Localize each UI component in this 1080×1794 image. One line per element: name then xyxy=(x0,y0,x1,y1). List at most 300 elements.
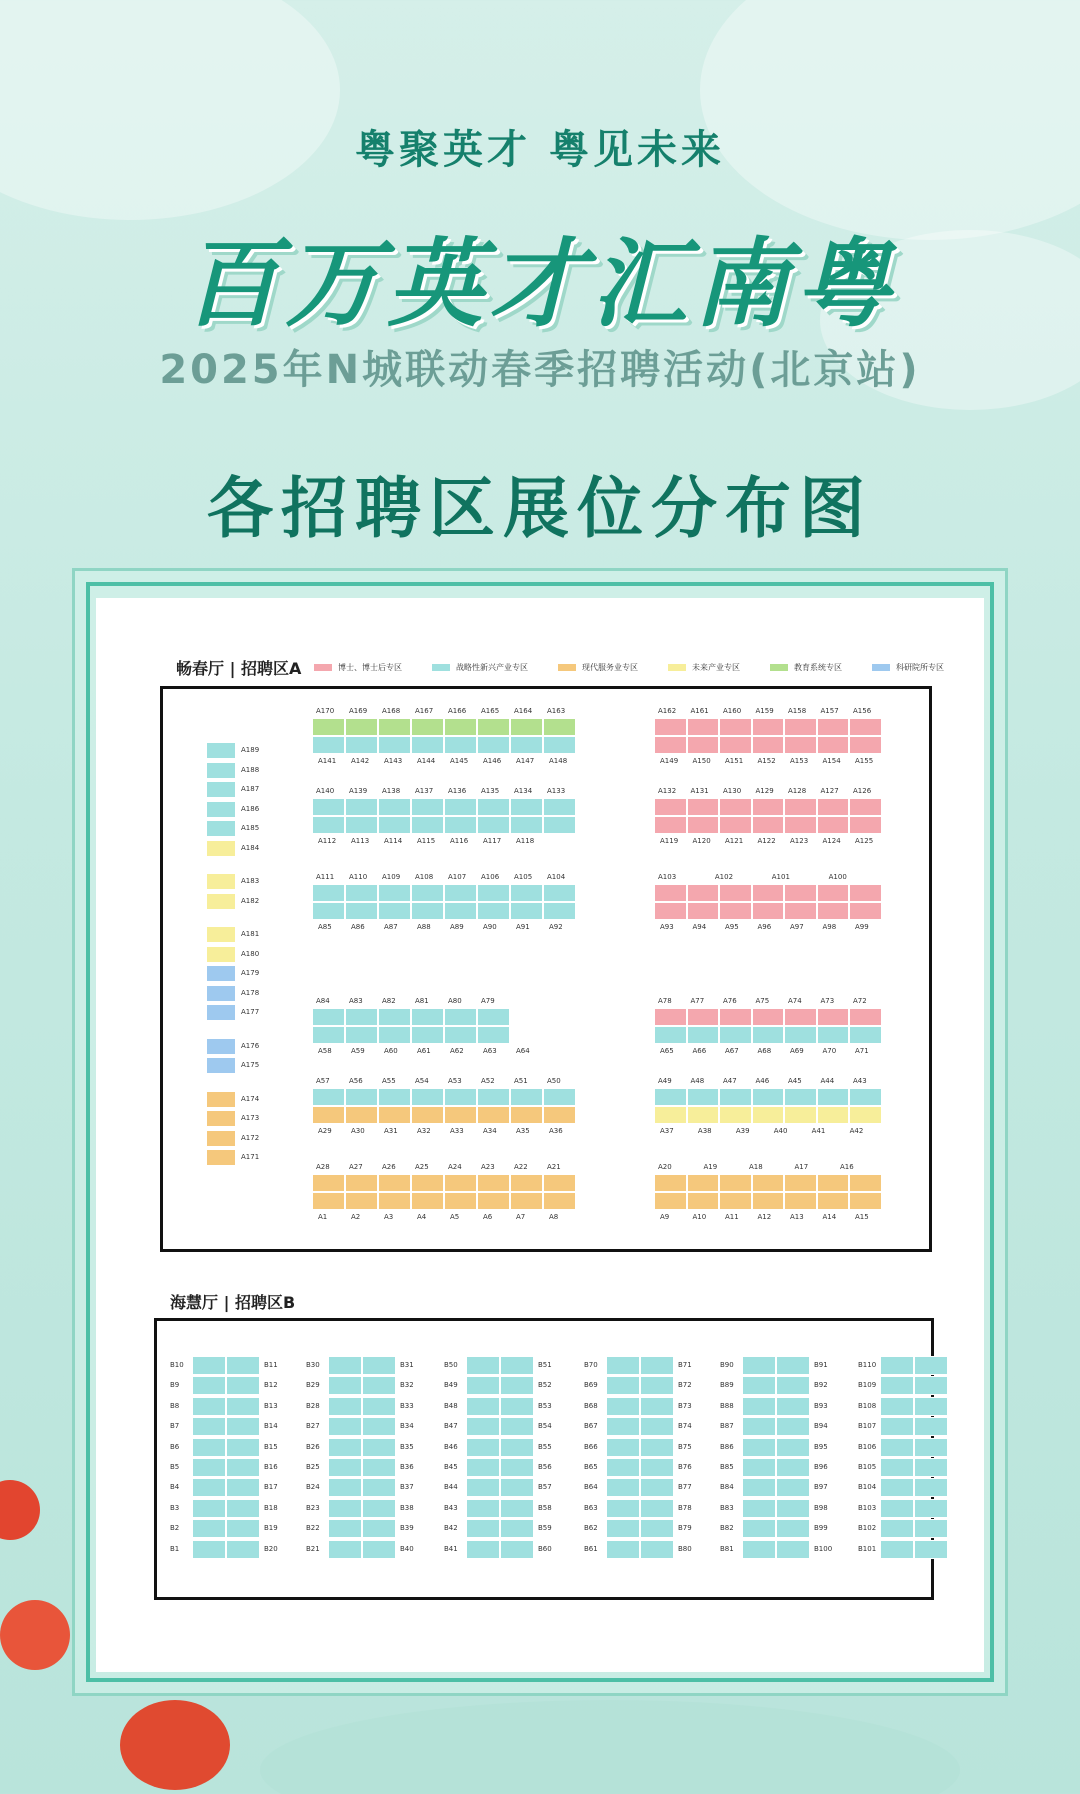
booth-cell[interactable] xyxy=(776,1519,810,1538)
booth-cell[interactable] xyxy=(477,798,510,816)
booth-cell[interactable] xyxy=(411,1088,444,1106)
booth-cell[interactable] xyxy=(914,1417,948,1436)
booth-cell[interactable] xyxy=(784,902,817,920)
booth-cell[interactable] xyxy=(719,1008,752,1026)
booth-cell[interactable] xyxy=(776,1397,810,1416)
booth-cell[interactable] xyxy=(742,1397,776,1416)
booth-cell[interactable] xyxy=(444,1192,477,1210)
booth-cell[interactable] xyxy=(192,1499,226,1518)
booth-cell[interactable] xyxy=(784,884,817,902)
booth-cell[interactable] xyxy=(914,1438,948,1457)
booth-cell[interactable] xyxy=(192,1356,226,1375)
booth-cell[interactable] xyxy=(687,1026,720,1044)
booth-cell[interactable] xyxy=(849,736,882,754)
booth-cell[interactable] xyxy=(687,1192,720,1210)
booth-cell[interactable] xyxy=(880,1397,914,1416)
booth-cell[interactable] xyxy=(500,1417,534,1436)
booth-cell[interactable] xyxy=(606,1519,640,1538)
booth-cell[interactable] xyxy=(411,1192,444,1210)
booth-cell[interactable] xyxy=(466,1499,500,1518)
booth-cell[interactable] xyxy=(345,884,378,902)
booth-cell[interactable] xyxy=(752,1192,785,1210)
booth-cell[interactable] xyxy=(784,1026,817,1044)
booth-cell[interactable] xyxy=(654,1088,687,1106)
booth-cell[interactable] xyxy=(312,1174,345,1192)
booth-cell[interactable] xyxy=(444,1088,477,1106)
booth-cell[interactable] xyxy=(543,816,576,834)
booth-cell[interactable] xyxy=(226,1499,260,1518)
booth-cell[interactable] xyxy=(719,1174,752,1192)
booth-cell[interactable] xyxy=(817,884,850,902)
booth-cell[interactable] xyxy=(687,1174,720,1192)
booth-cell[interactable] xyxy=(606,1397,640,1416)
booth-cell[interactable] xyxy=(719,884,752,902)
booth-cell[interactable] xyxy=(687,736,720,754)
booth-cell[interactable] xyxy=(411,902,444,920)
booth-cell[interactable] xyxy=(654,902,687,920)
booth-cell[interactable] xyxy=(606,1458,640,1477)
booth-cell[interactable] xyxy=(206,1004,236,1021)
booth-cell[interactable] xyxy=(752,1174,785,1192)
booth-cell[interactable] xyxy=(362,1458,396,1477)
booth-cell[interactable] xyxy=(687,798,720,816)
booth-cell[interactable] xyxy=(880,1478,914,1497)
booth-cell[interactable] xyxy=(192,1397,226,1416)
booth-cell[interactable] xyxy=(362,1499,396,1518)
booth-cell[interactable] xyxy=(477,816,510,834)
booth-cell[interactable] xyxy=(206,820,236,837)
booth-cell[interactable] xyxy=(312,884,345,902)
booth-cell[interactable] xyxy=(466,1417,500,1436)
booth-cell[interactable] xyxy=(880,1376,914,1395)
booth-cell[interactable] xyxy=(378,1192,411,1210)
booth-cell[interactable] xyxy=(312,902,345,920)
booth-cell[interactable] xyxy=(776,1376,810,1395)
booth-cell[interactable] xyxy=(362,1478,396,1497)
booth-cell[interactable] xyxy=(362,1356,396,1375)
booth-cell[interactable] xyxy=(328,1417,362,1436)
booth-cell[interactable] xyxy=(477,1008,510,1026)
booth-cell[interactable] xyxy=(500,1499,534,1518)
booth-cell[interactable] xyxy=(742,1478,776,1497)
booth-cell[interactable] xyxy=(914,1397,948,1416)
booth-cell[interactable] xyxy=(914,1499,948,1518)
booth-cell[interactable] xyxy=(914,1376,948,1395)
booth-cell[interactable] xyxy=(719,736,752,754)
booth-cell[interactable] xyxy=(328,1376,362,1395)
booth-cell[interactable] xyxy=(742,1376,776,1395)
booth-cell[interactable] xyxy=(510,902,543,920)
booth-cell[interactable] xyxy=(640,1397,674,1416)
booth-cell[interactable] xyxy=(206,1149,236,1166)
booth-cell[interactable] xyxy=(206,965,236,982)
booth-cell[interactable] xyxy=(411,1174,444,1192)
booth-cell[interactable] xyxy=(312,1106,345,1124)
booth-cell[interactable] xyxy=(817,798,850,816)
booth-cell[interactable] xyxy=(226,1376,260,1395)
booth-cell[interactable] xyxy=(742,1356,776,1375)
booth-cell[interactable] xyxy=(687,1088,720,1106)
booth-cell[interactable] xyxy=(378,884,411,902)
booth-cell[interactable] xyxy=(206,893,236,910)
booth-cell[interactable] xyxy=(510,1106,543,1124)
booth-cell[interactable] xyxy=(411,1008,444,1026)
booth-cell[interactable] xyxy=(312,798,345,816)
booth-cell[interactable] xyxy=(510,884,543,902)
booth-cell[interactable] xyxy=(784,1088,817,1106)
booth-cell[interactable] xyxy=(719,718,752,736)
booth-cell[interactable] xyxy=(849,902,882,920)
booth-cell[interactable] xyxy=(640,1540,674,1559)
booth-cell[interactable] xyxy=(654,1192,687,1210)
booth-cell[interactable] xyxy=(654,1174,687,1192)
booth-cell[interactable] xyxy=(206,1038,236,1055)
booth-cell[interactable] xyxy=(345,1026,378,1044)
booth-cell[interactable] xyxy=(206,781,236,798)
booth-cell[interactable] xyxy=(817,1088,850,1106)
booth-cell[interactable] xyxy=(192,1540,226,1559)
booth-cell[interactable] xyxy=(784,1106,817,1124)
booth-cell[interactable] xyxy=(206,762,236,779)
booth-cell[interactable] xyxy=(752,884,785,902)
booth-cell[interactable] xyxy=(784,718,817,736)
booth-cell[interactable] xyxy=(719,1106,752,1124)
booth-cell[interactable] xyxy=(226,1458,260,1477)
booth-cell[interactable] xyxy=(226,1478,260,1497)
booth-cell[interactable] xyxy=(206,985,236,1002)
booth-cell[interactable] xyxy=(543,736,576,754)
booth-cell[interactable] xyxy=(776,1540,810,1559)
booth-cell[interactable] xyxy=(640,1376,674,1395)
booth-cell[interactable] xyxy=(192,1478,226,1497)
booth-cell[interactable] xyxy=(192,1519,226,1538)
booth-cell[interactable] xyxy=(345,1174,378,1192)
booth-cell[interactable] xyxy=(466,1356,500,1375)
booth-cell[interactable] xyxy=(752,1088,785,1106)
booth-cell[interactable] xyxy=(776,1458,810,1477)
booth-cell[interactable] xyxy=(719,1026,752,1044)
booth-cell[interactable] xyxy=(477,1106,510,1124)
booth-cell[interactable] xyxy=(817,1174,850,1192)
booth-cell[interactable] xyxy=(914,1540,948,1559)
booth-cell[interactable] xyxy=(500,1397,534,1416)
booth-cell[interactable] xyxy=(784,736,817,754)
booth-cell[interactable] xyxy=(466,1478,500,1497)
booth-cell[interactable] xyxy=(206,1057,236,1074)
booth-cell[interactable] xyxy=(640,1417,674,1436)
booth-cell[interactable] xyxy=(742,1438,776,1457)
booth-cell[interactable] xyxy=(849,1106,882,1124)
booth-cell[interactable] xyxy=(880,1519,914,1538)
booth-cell[interactable] xyxy=(543,718,576,736)
booth-cell[interactable] xyxy=(687,718,720,736)
booth-cell[interactable] xyxy=(206,926,236,943)
booth-cell[interactable] xyxy=(192,1438,226,1457)
booth-cell[interactable] xyxy=(742,1519,776,1538)
booth-cell[interactable] xyxy=(312,1192,345,1210)
booth-cell[interactable] xyxy=(466,1376,500,1395)
booth-cell[interactable] xyxy=(328,1540,362,1559)
booth-cell[interactable] xyxy=(880,1540,914,1559)
booth-cell[interactable] xyxy=(784,1174,817,1192)
booth-cell[interactable] xyxy=(654,1106,687,1124)
booth-cell[interactable] xyxy=(312,1026,345,1044)
booth-cell[interactable] xyxy=(312,1008,345,1026)
booth-cell[interactable] xyxy=(543,902,576,920)
booth-cell[interactable] xyxy=(328,1478,362,1497)
booth-cell[interactable] xyxy=(817,902,850,920)
booth-cell[interactable] xyxy=(345,736,378,754)
booth-cell[interactable] xyxy=(328,1519,362,1538)
booth-cell[interactable] xyxy=(411,718,444,736)
booth-cell[interactable] xyxy=(606,1540,640,1559)
booth-cell[interactable] xyxy=(345,1008,378,1026)
booth-cell[interactable] xyxy=(687,816,720,834)
booth-cell[interactable] xyxy=(719,902,752,920)
booth-cell[interactable] xyxy=(880,1499,914,1518)
booth-cell[interactable] xyxy=(640,1356,674,1375)
booth-cell[interactable] xyxy=(500,1519,534,1538)
booth-cell[interactable] xyxy=(687,1008,720,1026)
booth-cell[interactable] xyxy=(776,1499,810,1518)
booth-cell[interactable] xyxy=(466,1438,500,1457)
booth-cell[interactable] xyxy=(742,1540,776,1559)
booth-cell[interactable] xyxy=(510,1088,543,1106)
booth-cell[interactable] xyxy=(378,1106,411,1124)
booth-cell[interactable] xyxy=(640,1438,674,1457)
booth-cell[interactable] xyxy=(654,816,687,834)
booth-cell[interactable] xyxy=(500,1356,534,1375)
booth-cell[interactable] xyxy=(500,1438,534,1457)
booth-cell[interactable] xyxy=(192,1417,226,1436)
booth-cell[interactable] xyxy=(477,718,510,736)
booth-cell[interactable] xyxy=(312,718,345,736)
booth-cell[interactable] xyxy=(192,1458,226,1477)
booth-cell[interactable] xyxy=(206,873,236,890)
booth-cell[interactable] xyxy=(226,1356,260,1375)
booth-cell[interactable] xyxy=(606,1499,640,1518)
booth-cell[interactable] xyxy=(510,736,543,754)
booth-cell[interactable] xyxy=(466,1458,500,1477)
booth-cell[interactable] xyxy=(817,1026,850,1044)
booth-cell[interactable] xyxy=(849,1088,882,1106)
booth-cell[interactable] xyxy=(345,816,378,834)
booth-cell[interactable] xyxy=(226,1519,260,1538)
booth-cell[interactable] xyxy=(444,1174,477,1192)
booth-cell[interactable] xyxy=(466,1397,500,1416)
booth-cell[interactable] xyxy=(914,1356,948,1375)
booth-cell[interactable] xyxy=(687,884,720,902)
booth-cell[interactable] xyxy=(543,798,576,816)
booth-cell[interactable] xyxy=(606,1376,640,1395)
booth-cell[interactable] xyxy=(510,798,543,816)
booth-cell[interactable] xyxy=(362,1417,396,1436)
booth-cell[interactable] xyxy=(776,1438,810,1457)
booth-cell[interactable] xyxy=(817,718,850,736)
booth-cell[interactable] xyxy=(880,1458,914,1477)
booth-cell[interactable] xyxy=(510,718,543,736)
booth-cell[interactable] xyxy=(362,1519,396,1538)
booth-cell[interactable] xyxy=(752,816,785,834)
booth-cell[interactable] xyxy=(444,902,477,920)
booth-cell[interactable] xyxy=(206,801,236,818)
booth-cell[interactable] xyxy=(543,1192,576,1210)
booth-cell[interactable] xyxy=(378,718,411,736)
booth-cell[interactable] xyxy=(466,1519,500,1538)
booth-cell[interactable] xyxy=(880,1438,914,1457)
booth-cell[interactable] xyxy=(742,1499,776,1518)
booth-cell[interactable] xyxy=(817,736,850,754)
booth-cell[interactable] xyxy=(849,1008,882,1026)
booth-cell[interactable] xyxy=(849,1174,882,1192)
booth-cell[interactable] xyxy=(640,1499,674,1518)
booth-cell[interactable] xyxy=(880,1417,914,1436)
booth-cell[interactable] xyxy=(206,1130,236,1147)
booth-cell[interactable] xyxy=(543,884,576,902)
booth-cell[interactable] xyxy=(345,798,378,816)
booth-cell[interactable] xyxy=(776,1478,810,1497)
booth-cell[interactable] xyxy=(654,1008,687,1026)
booth-cell[interactable] xyxy=(752,718,785,736)
booth-cell[interactable] xyxy=(362,1376,396,1395)
booth-cell[interactable] xyxy=(817,1008,850,1026)
booth-cell[interactable] xyxy=(606,1417,640,1436)
booth-cell[interactable] xyxy=(206,840,236,857)
booth-cell[interactable] xyxy=(378,736,411,754)
booth-cell[interactable] xyxy=(752,798,785,816)
booth-cell[interactable] xyxy=(654,798,687,816)
booth-cell[interactable] xyxy=(784,816,817,834)
booth-cell[interactable] xyxy=(849,798,882,816)
booth-cell[interactable] xyxy=(477,1026,510,1044)
booth-cell[interactable] xyxy=(345,1192,378,1210)
booth-cell[interactable] xyxy=(776,1417,810,1436)
booth-cell[interactable] xyxy=(914,1458,948,1477)
booth-cell[interactable] xyxy=(312,816,345,834)
booth-cell[interactable] xyxy=(640,1458,674,1477)
booth-cell[interactable] xyxy=(880,1356,914,1375)
booth-cell[interactable] xyxy=(914,1478,948,1497)
booth-cell[interactable] xyxy=(640,1519,674,1538)
booth-cell[interactable] xyxy=(378,798,411,816)
booth-cell[interactable] xyxy=(510,1174,543,1192)
booth-cell[interactable] xyxy=(719,816,752,834)
booth-cell[interactable] xyxy=(226,1397,260,1416)
booth-cell[interactable] xyxy=(742,1458,776,1477)
booth-cell[interactable] xyxy=(817,1106,850,1124)
booth-cell[interactable] xyxy=(206,1110,236,1127)
booth-cell[interactable] xyxy=(687,902,720,920)
booth-cell[interactable] xyxy=(444,1008,477,1026)
booth-cell[interactable] xyxy=(606,1356,640,1375)
booth-cell[interactable] xyxy=(477,736,510,754)
booth-cell[interactable] xyxy=(752,902,785,920)
booth-cell[interactable] xyxy=(226,1438,260,1457)
booth-cell[interactable] xyxy=(362,1397,396,1416)
booth-cell[interactable] xyxy=(328,1499,362,1518)
booth-cell[interactable] xyxy=(849,718,882,736)
booth-cell[interactable] xyxy=(411,816,444,834)
booth-cell[interactable] xyxy=(444,884,477,902)
booth-cell[interactable] xyxy=(466,1540,500,1559)
booth-cell[interactable] xyxy=(411,798,444,816)
booth-cell[interactable] xyxy=(640,1478,674,1497)
booth-cell[interactable] xyxy=(328,1397,362,1416)
booth-cell[interactable] xyxy=(378,1008,411,1026)
booth-cell[interactable] xyxy=(784,1008,817,1026)
booth-cell[interactable] xyxy=(378,902,411,920)
booth-cell[interactable] xyxy=(444,1106,477,1124)
booth-cell[interactable] xyxy=(849,816,882,834)
booth-cell[interactable] xyxy=(312,736,345,754)
booth-cell[interactable] xyxy=(776,1356,810,1375)
booth-cell[interactable] xyxy=(226,1540,260,1559)
booth-cell[interactable] xyxy=(328,1458,362,1477)
booth-cell[interactable] xyxy=(510,816,543,834)
booth-cell[interactable] xyxy=(849,884,882,902)
booth-cell[interactable] xyxy=(654,718,687,736)
booth-cell[interactable] xyxy=(411,1026,444,1044)
booth-cell[interactable] xyxy=(849,1192,882,1210)
booth-cell[interactable] xyxy=(606,1478,640,1497)
booth-cell[interactable] xyxy=(444,718,477,736)
booth-cell[interactable] xyxy=(444,798,477,816)
booth-cell[interactable] xyxy=(752,1106,785,1124)
booth-cell[interactable] xyxy=(312,1088,345,1106)
booth-cell[interactable] xyxy=(345,1106,378,1124)
booth-cell[interactable] xyxy=(345,718,378,736)
booth-cell[interactable] xyxy=(477,902,510,920)
booth-cell[interactable] xyxy=(192,1376,226,1395)
booth-cell[interactable] xyxy=(784,1192,817,1210)
booth-cell[interactable] xyxy=(500,1478,534,1497)
booth-cell[interactable] xyxy=(411,884,444,902)
booth-cell[interactable] xyxy=(500,1376,534,1395)
booth-cell[interactable] xyxy=(654,736,687,754)
booth-cell[interactable] xyxy=(378,816,411,834)
booth-cell[interactable] xyxy=(206,946,236,963)
booth-cell[interactable] xyxy=(784,798,817,816)
booth-cell[interactable] xyxy=(328,1438,362,1457)
booth-cell[interactable] xyxy=(378,1026,411,1044)
booth-cell[interactable] xyxy=(477,1088,510,1106)
booth-cell[interactable] xyxy=(654,1026,687,1044)
booth-cell[interactable] xyxy=(444,736,477,754)
booth-cell[interactable] xyxy=(362,1438,396,1457)
booth-cell[interactable] xyxy=(817,816,850,834)
booth-cell[interactable] xyxy=(411,1106,444,1124)
booth-cell[interactable] xyxy=(719,1192,752,1210)
booth-cell[interactable] xyxy=(477,1174,510,1192)
booth-cell[interactable] xyxy=(543,1106,576,1124)
booth-cell[interactable] xyxy=(206,742,236,759)
booth-cell[interactable] xyxy=(345,902,378,920)
booth-cell[interactable] xyxy=(510,1192,543,1210)
booth-cell[interactable] xyxy=(849,1026,882,1044)
booth-cell[interactable] xyxy=(543,1088,576,1106)
booth-cell[interactable] xyxy=(411,736,444,754)
booth-cell[interactable] xyxy=(477,884,510,902)
booth-cell[interactable] xyxy=(345,1088,378,1106)
booth-cell[interactable] xyxy=(328,1356,362,1375)
booth-cell[interactable] xyxy=(719,1088,752,1106)
booth-cell[interactable] xyxy=(543,1174,576,1192)
booth-cell[interactable] xyxy=(206,1091,236,1108)
booth-cell[interactable] xyxy=(719,798,752,816)
booth-cell[interactable] xyxy=(654,884,687,902)
booth-cell[interactable] xyxy=(606,1438,640,1457)
booth-cell[interactable] xyxy=(500,1540,534,1559)
